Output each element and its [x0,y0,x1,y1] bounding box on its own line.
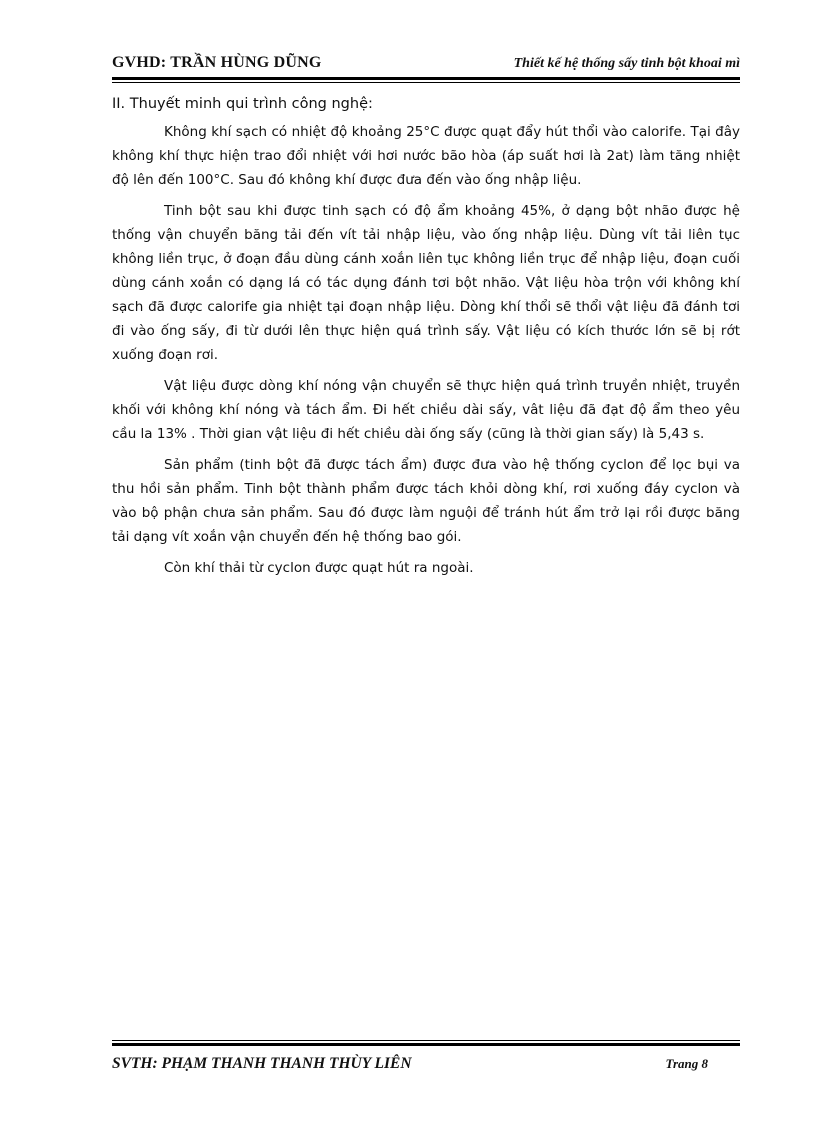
footer-rule-thin [112,1040,740,1041]
paragraph-3: Vật liệu được dòng khí nóng vận chuyển sẽ thực hiện quá trình truyền nhiệt, truyền khối với không khí nóng và tách ẩm. Đi hết chiều dài sấy, vât liệu đã đạt độ ẩm theo yêu cầu la 13% . Thời gian vật liệu đi hết chiều dài ống sấy (cũng là thời gian sấy) là 5,43 s. [112,378,740,442]
page-header [112,50,740,83]
header-rule-thin [112,82,740,83]
paragraph-2: Tinh bột sau khi được tinh sạch có độ ẩm khoảng 45%, ở dạng bột nhão được hệ thống vận chuyển băng tải đến vít tải nhập liệu, vào ống nhập liệu. Dùng vít tải liên tục không liền trục, ở đoạn đầu dùng cánh xoắn liên tục không liền trục để nhập liệu, đoạn cuối dùng cánh xoắn có dạng lá có tác dụng đánh tơi bột nhão. Vật liệu hòa trộn với không khí sạch đã được calorife gia nhiệt tại đoạn nhập liệu. Dòng khí thổi sẽ thổi vật liệu đã đánh tơi đi vào ống sấy, đi từ dưới lên thực hiện quá trình sấy. Vật liệu có kích thước lớn sẽ bị rớt xuống đoạn rơi. [112,203,740,363]
header-rule-thick [112,77,740,80]
paragraph-5: Còn khí thải từ cyclon được quạt hút ra ngoài. [164,560,474,576]
header-row [112,50,740,72]
page-body [112,96,740,587]
page-number: Trang 8 [665,1056,708,1071]
document-title: Thiết kế hệ thống sấy tinh bột khoai mì [513,56,740,71]
footer-row [112,1055,740,1073]
supervisor-name: GVHD: TRẦN HÙNG DŨNG [112,54,322,71]
section-heading: II. Thuyết minh qui trình công nghệ: [112,96,373,112]
paragraph-1: Không khí sạch có nhiệt độ khoảng 25°C được quạt đẩy hút thổi vào calorife. Tại đây không khí thực hiện trao đổi nhiệt với hơi nước bão hòa (áp suất hơi là 2at) làm tăng nhiệt độ lên đến 100°C. Sau đó không khí được đưa đến vào ống nhập liệu. [112,124,740,188]
footer-rule-thick [112,1043,740,1046]
paragraph-4: Sản phẩm (tinh bột đã được tách ẩm) được đưa vào hệ thống cyclon để lọc bụi va thu hồi sản phẩm. Tinh bột thành phẩm được tách khỏi dòng khí, rơi xuống đáy cyclon và vào bộ phận chưa sản phẩm. Sau đó được làm nguội để tránh hút ẩm trở lại rồi được băng tải dạng vít xoắn vận chuyển đến hệ thống bao gói. [112,457,740,545]
page-footer [112,1040,740,1073]
student-name: SVTH: PHẠM THANH THANH THÙY LIÊN [112,1055,412,1072]
